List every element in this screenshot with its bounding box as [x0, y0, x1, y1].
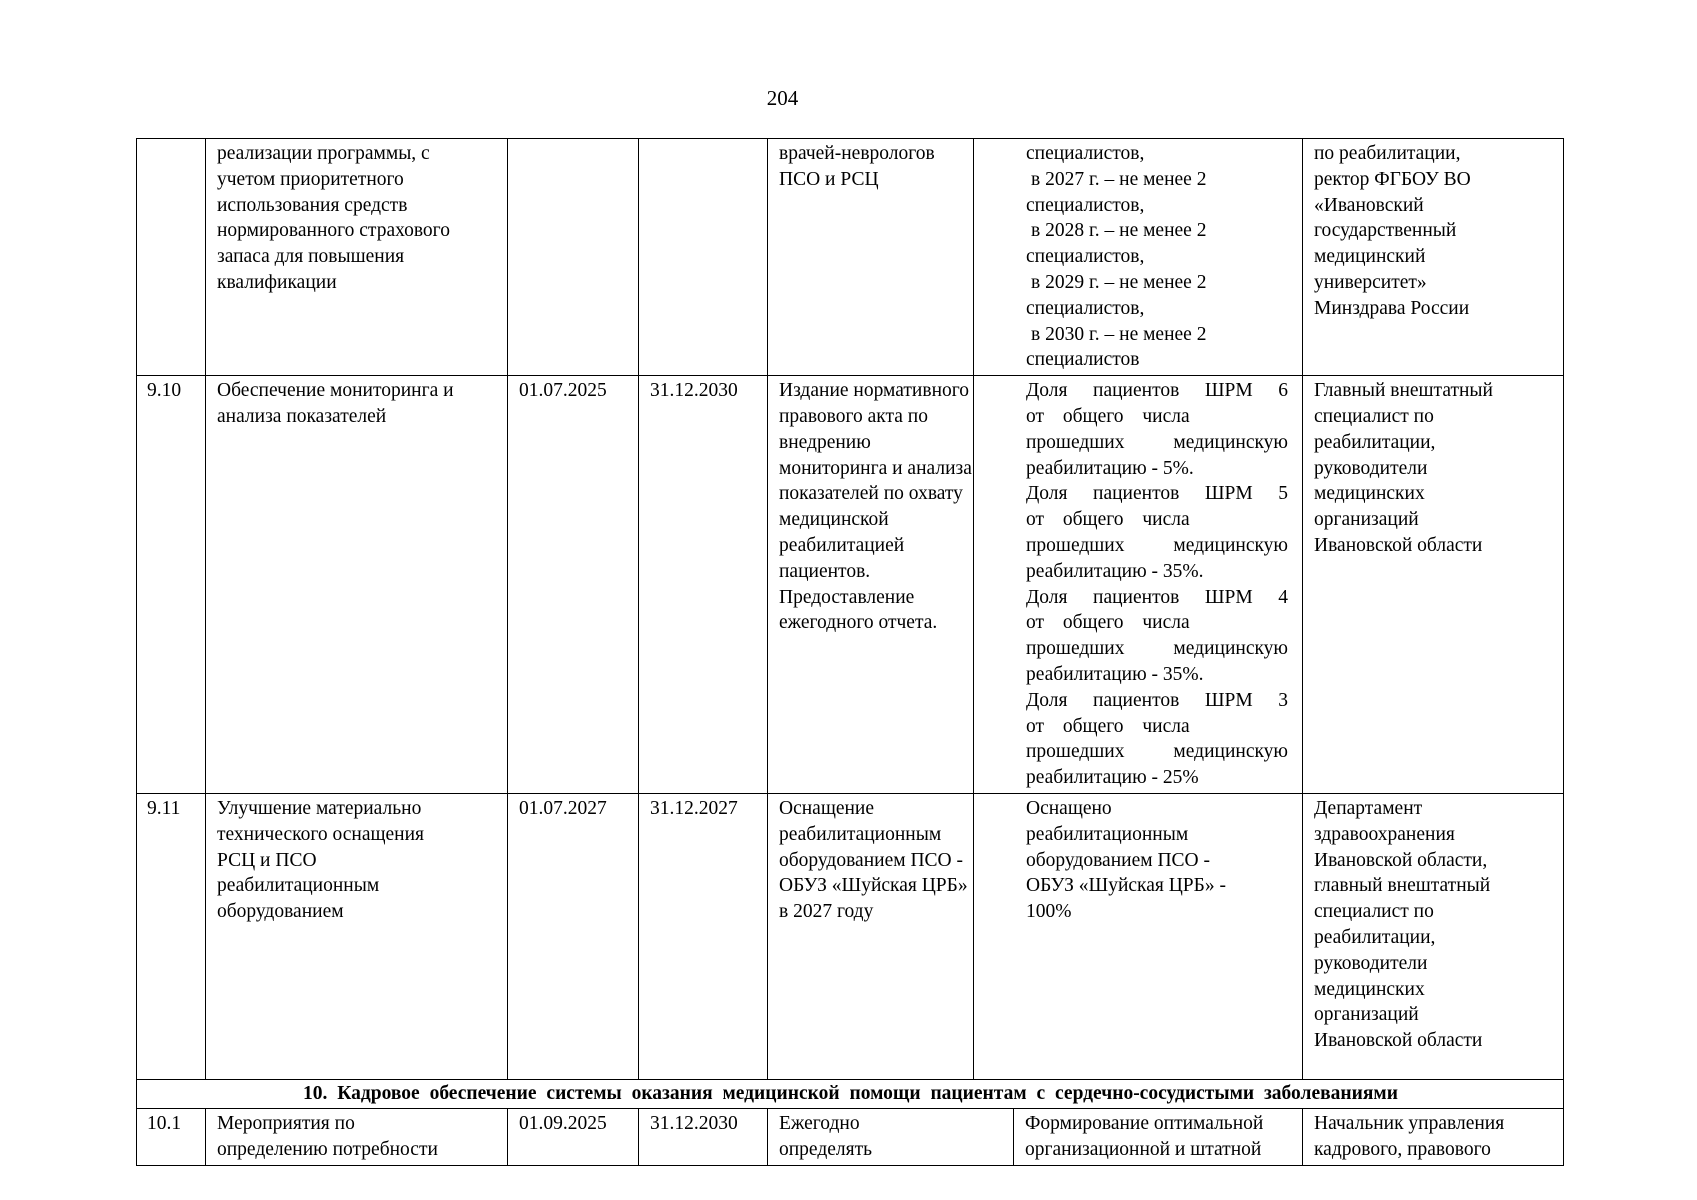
cell-indicator: Оснащено реабилитационным оборудованием ПСО - ОБУЗ «Шуйская ЦРБ» - 100%: [974, 793, 1303, 1079]
section-heading-row: [137, 1079, 1564, 1108]
page-number: 204: [766, 86, 799, 110]
cell-responsible: Главный внештатный специалист по реабилитации, руководители медицинских организаций Ивановской области: [1303, 376, 1564, 794]
cell-start-date: 01.07.2027: [508, 793, 639, 1079]
cell-end-date: 31.12.2027: [639, 793, 768, 1079]
cell-indicator: специалистов, в 2027 г. – не менее 2 специалистов, в 2028 г. – не менее 2 специалистов, в 2029 г. – не менее 2 специалистов, в 2030 г. – не менее 2 специалистов: [974, 139, 1303, 376]
cell-start-date: 01.09.2025: [508, 1108, 639, 1165]
table-row-10-1: [137, 1108, 1564, 1165]
cell-num: [137, 139, 206, 376]
cell-responsible: Департамент здравоохранения Ивановской области, главный внештатный специалист по реабилитации, руководители медицинских организаций Ивановской области: [1303, 793, 1564, 1079]
cell-responsible: Начальник управления кадрового, правового: [1303, 1108, 1564, 1165]
cell-num: 9.10: [137, 376, 206, 794]
cell-measure: Обеспечение мониторинга и анализа показателей: [206, 376, 508, 794]
cell-responsible: по реабилитации, ректор ФГБОУ ВО «Ивановский государственный медицинский университет» Минздрава России: [1303, 139, 1564, 376]
table-row-9-10: [137, 376, 1564, 794]
cell-num: 9.11: [137, 793, 206, 1079]
cell-measure: реализации программы, с учетом приоритетного использования средств нормированного страхового запаса для повышения квалификации: [206, 139, 508, 376]
cell-end-date: [639, 139, 768, 376]
cell-measure: Улучшение материально технического оснащения РСЦ и ПСО реабилитационным оборудованием: [206, 793, 508, 1079]
action-plan-table: [136, 138, 1564, 1166]
cell-measure: Мероприятия по определению потребности: [206, 1108, 508, 1165]
section-10-heading: 10. Кадровое обеспечение системы оказания медицинской помощи пациентам с сердечно-сосудистыми заболеваниями: [137, 1079, 1564, 1108]
cell-indicator: Доля пациентов ШРМ 6 от общего числа прошедших медицинскую реабилитацию - 5%. Доля пациентов ШРМ 5 от общего числа прошедших медицинскую реабилитацию - 35%. Доля пациентов ШРМ 4 от общего числа прошедших медицинскую реабилитацию - 35%. Доля пациентов ШРМ 3 от общего числа прошедших медицинскую реабилитацию - 25%: [974, 376, 1303, 794]
cell-start-date: 01.07.2025: [508, 376, 639, 794]
cell-end-date: 31.12.2030: [639, 1108, 768, 1165]
cell-result: Ежегодно определять: [768, 1108, 1014, 1165]
table-row-9-11: [137, 793, 1564, 1079]
table-row-continuation: [137, 139, 1564, 376]
cell-result: врачей-неврологов ПСО и РСЦ: [768, 139, 974, 376]
cell-result: Оснащение реабилитационным оборудованием ПСО - ОБУЗ «Шуйская ЦРБ» в 2027 году: [768, 793, 974, 1079]
cell-num: 10.1: [137, 1108, 206, 1165]
cell-end-date: 31.12.2030: [639, 376, 768, 794]
cell-indicator: Формирование оптимальной организационной и штатной: [1014, 1108, 1303, 1165]
cell-start-date: [508, 139, 639, 376]
cell-result: Издание нормативного правового акта по внедрению мониторинга и анализа показателей по охвату медицинской реабилитацией пациентов. Предоставление ежегодного отчета.: [768, 376, 974, 794]
